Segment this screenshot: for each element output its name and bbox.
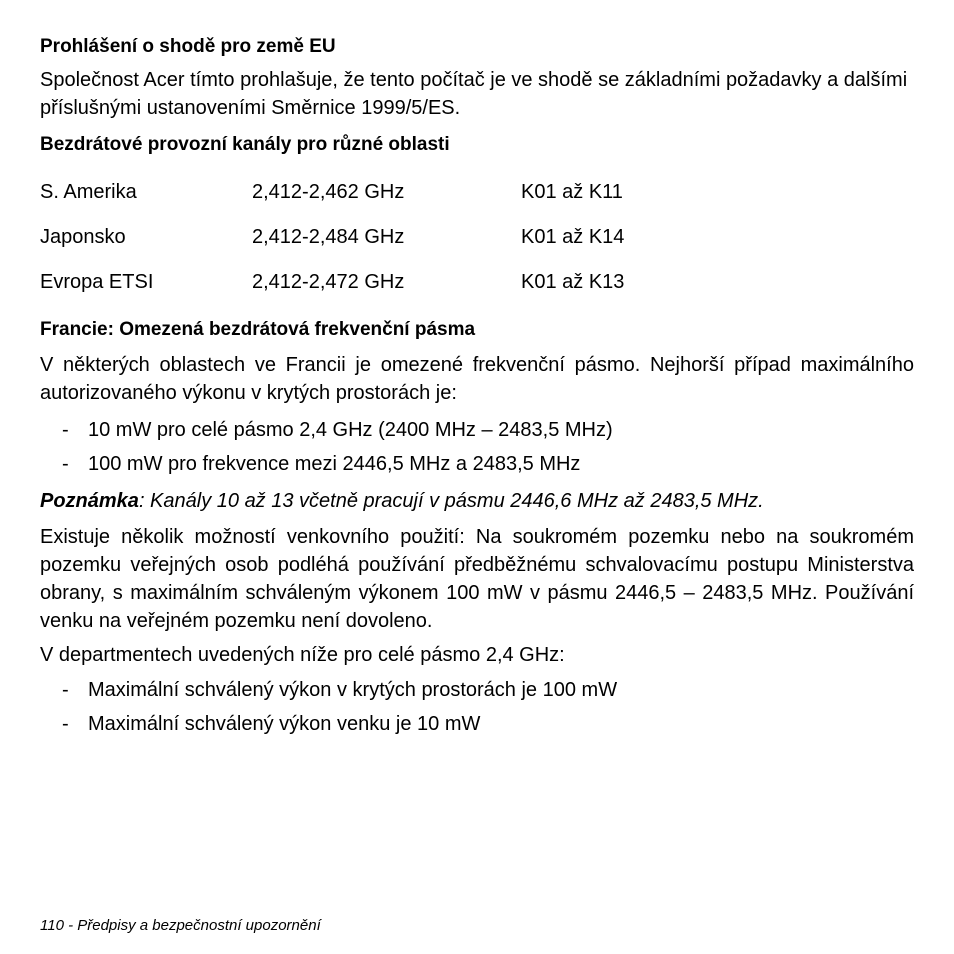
table-row <box>40 260 624 305</box>
note-label: Poznámka <box>40 490 139 512</box>
region-cell: Japonsko <box>40 226 126 248</box>
region-cell: Evropa ETSI <box>40 271 154 293</box>
channels-cell: K01 až K11 <box>521 181 623 203</box>
list-item-text: Maximální schválený výkon v krytých prostorách je 100 mW <box>88 679 618 701</box>
list-item <box>40 707 914 741</box>
departments-power-list <box>40 673 914 741</box>
frequency-cell: 2,412-2,472 GHz <box>252 271 405 293</box>
channels-table <box>40 170 624 305</box>
note-paragraph <box>40 487 914 515</box>
list-item-text: Maximální schválený výkon venku je 10 mW <box>88 713 481 735</box>
eu-declaration-heading: Prohlášení o shodě pro země EU <box>40 36 336 57</box>
frequency-cell: 2,412-2,462 GHz <box>252 181 405 203</box>
bullet-dash: - <box>62 713 69 735</box>
region-cell: S. Amerika <box>40 181 137 203</box>
frequency-cell: 2,412-2,484 GHz <box>252 226 405 248</box>
outdoor-use-text: Existuje několik možností venkovního použití: Na soukromém pozemku nebo na soukromém pozemku veřejných osob podléhá používání předběžnému schvalovacímu postupu Ministerstva obrany, s maximálním schváleným výkonem 100 mW v pásmu 2446,5 – 2483,5 MHz. Používání venku na veřejném pozemku není dovoleno. <box>40 526 914 632</box>
france-intro-text: V některých oblastech ve Francii je omezené frekvenční pásmo. Nejhorší případ maximálního autorizovaného výkonu v krytých prostorách je: <box>40 354 914 404</box>
france-power-list <box>40 413 914 481</box>
france-heading: Francie: Omezená bezdrátová frekvenční pásma <box>40 319 476 340</box>
list-item <box>40 673 914 707</box>
channels-heading: Bezdrátové provozní kanály pro různé oblasti <box>40 134 450 155</box>
bullet-dash: - <box>62 419 69 441</box>
departments-intro-text: V departmentech uvedených níže pro celé pásmo 2,4 GHz: <box>40 644 565 666</box>
list-item-text: 10 mW pro celé pásmo 2,4 GHz (2400 MHz – 2483,5 MHz) <box>88 419 613 441</box>
eu-declaration-text: Společnost Acer tímto prohlašuje, že tento počítač je ve shodě se základními požadavky a dalšími příslušnými ustanoveními Směrnice 1999/5/ES. <box>40 69 908 119</box>
document-page <box>40 34 914 747</box>
list-item <box>40 413 914 447</box>
list-item-text: 100 mW pro frekvence mezi 2446,5 MHz a 2483,5 MHz <box>88 453 581 475</box>
channels-cell: K01 až K14 <box>521 226 625 248</box>
table-row <box>40 170 624 215</box>
table-row <box>40 215 624 260</box>
page-footer: 110 - Předpisy a bezpečnostní upozornění <box>40 917 321 934</box>
channels-cell: K01 až K13 <box>521 271 625 293</box>
bullet-dash: - <box>62 453 69 475</box>
list-item <box>40 447 914 481</box>
bullet-dash: - <box>62 679 69 701</box>
note-text: : Kanály 10 až 13 včetně pracují v pásmu 2446,6 MHz až 2483,5 MHz. <box>138 490 764 512</box>
